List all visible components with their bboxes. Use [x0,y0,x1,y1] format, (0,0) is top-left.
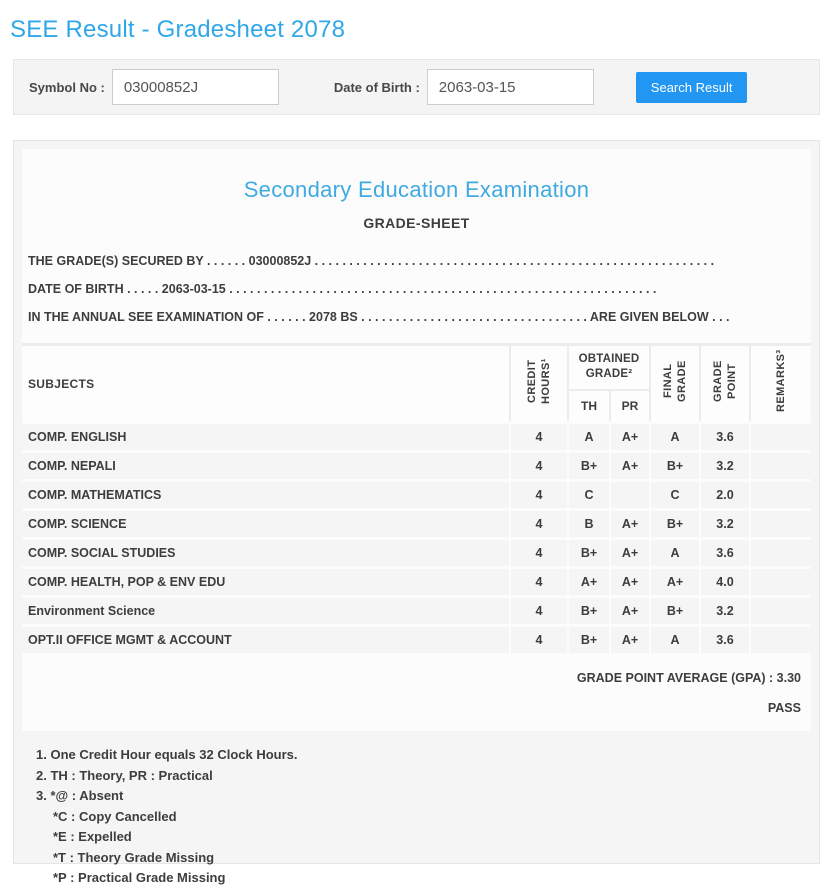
remarks-cell [749,508,811,537]
credit-hours-header-text: CREDIT HOURS¹ [525,358,552,404]
final-grade-cell: A [649,537,699,566]
credit-hours-header [509,343,567,421]
page-title: SEE Result - Gradesheet 2078 [10,16,346,43]
grade-point-cell: 3.6 [699,421,749,450]
dob-label: Date of Birth : [333,79,420,95]
table-row [22,566,811,595]
symbol-no-label: Symbol No : [29,79,105,95]
pr-grade-cell: A+ [609,450,649,479]
gradesheet-subheading: GRADE-SHEET [363,215,470,231]
th-grade-cell: B+ [567,537,609,566]
final-grade-cell: A+ [649,566,699,595]
subject-cell: COMP. SCIENCE [22,508,509,537]
final-grade-cell: C [649,479,699,508]
exam-heading: Secondary Education Examination [243,177,590,202]
remarks-cell [749,421,811,450]
remarks-cell [749,566,811,595]
table-row [22,624,811,653]
search-result-button[interactable]: Search Result [636,72,748,103]
gradesheet-panel [13,140,820,885]
footnote-item: 1. One Credit Hour equals 32 Clock Hours. [36,747,298,762]
th-grade-cell: B [567,508,609,537]
footnote-item: 3. *@ : Absent [36,788,124,803]
pr-grade-cell: A+ [609,537,649,566]
credit-hours-cell: 4 [509,595,567,624]
credit-hours-cell: 4 [509,566,567,595]
intro-lines [22,247,811,331]
remarks-header [749,343,811,421]
th-grade-cell: B+ [567,595,609,624]
pr-grade-cell [609,479,649,508]
grade-point-cell: 3.2 [699,450,749,479]
grade-point-cell: 2.0 [699,479,749,508]
table-row [22,450,811,479]
symbol-no-input[interactable] [112,69,279,105]
table-row [22,537,811,566]
remarks-cell [749,624,811,653]
table-row [22,508,811,537]
th-grade-cell: A+ [567,566,609,595]
pr-grade-cell: A+ [609,624,649,653]
grade-point-cell: 3.2 [699,508,749,537]
final-grade-header-text: FINAL GRADE [662,360,688,402]
pr-grade-cell: A+ [609,566,649,595]
grade-point-cell: 3.6 [699,624,749,653]
obtained-grade-header: OBTAINED GRADE² [567,343,649,391]
credit-hours-cell: 4 [509,624,567,653]
table-row [22,595,811,624]
secured-by-line: THE GRADE(S) SECURED BY . . . . . . 03000852J . . . . . . . . . . . . . . . . . . . . . . . . . . . . . . . . . . . . . . . . . . . . . . . . . . . . . . . . . . [28,254,715,268]
final-grade-header [649,343,699,421]
subject-cell: COMP. MATHEMATICS [22,479,509,508]
footnote-item: *E : Expelled [53,829,132,844]
th-grade-cell: B+ [567,624,609,653]
subject-cell: COMP. NEPALI [22,450,509,479]
remarks-header-text: REMARKS³ [775,349,787,413]
grades-table [22,343,811,653]
remarks-cell [749,450,811,479]
remarks-cell [749,595,811,624]
grade-point-cell: 4.0 [699,566,749,595]
subject-cell: Environment Science [22,595,509,624]
final-grade-cell: B+ [649,450,699,479]
pr-column-header: PR [609,391,649,421]
final-grade-cell: B+ [649,595,699,624]
search-form [13,59,820,115]
th-grade-cell: A [567,421,609,450]
table-row [22,479,811,508]
th-grade-cell: C [567,479,609,508]
result-status: PASS [767,701,801,715]
credit-hours-cell: 4 [509,479,567,508]
footnotes [22,731,811,889]
remarks-cell [749,537,811,566]
credit-hours-cell: 4 [509,537,567,566]
th-column-header: TH [567,391,609,421]
grade-point-cell: 3.6 [699,537,749,566]
th-grade-cell: B+ [567,450,609,479]
gradesheet-card [22,149,811,731]
final-grade-cell: B+ [649,508,699,537]
pr-grade-cell: A+ [609,421,649,450]
remarks-cell [749,479,811,508]
footnote-item: *T : Theory Grade Missing [53,849,215,865]
result-summary [22,671,811,715]
subjects-header: SUBJECTS [22,343,509,421]
pr-grade-cell: A+ [609,595,649,624]
grade-point-cell: 3.2 [699,595,749,624]
date-of-birth-line: DATE OF BIRTH . . . . . 2063-03-15 . . . . . . . . . . . . . . . . . . . . . . . . . . . . . . . . . . . . . . . . . . . . . . . . . . . . . . . . . . . . . . [28,282,657,296]
gpa-line: GRADE POINT AVERAGE (GPA) : 3.30 [576,671,801,685]
footnote-item: *C : Copy Cancelled [53,808,177,824]
table-row [22,421,811,450]
final-grade-cell: A [649,421,699,450]
footnote-item: *P : Practical Grade Missing [53,870,226,885]
subject-cell: COMP. HEALTH, POP & ENV EDU [22,566,509,595]
credit-hours-cell: 4 [509,450,567,479]
exam-year-line: IN THE ANNUAL SEE EXAMINATION OF . . . . . . 2078 BS . . . . . . . . . . . . . . . . . . . . . . . . . . . . . . . . . ARE GIVEN BELOW . . . [28,310,730,324]
pr-grade-cell: A+ [609,508,649,537]
subject-cell: COMP. ENGLISH [22,421,509,450]
final-grade-cell: A [649,624,699,653]
dob-input[interactable] [427,69,594,105]
grade-point-header-text: GRADE POINT [712,360,738,402]
credit-hours-cell: 4 [509,421,567,450]
footnote-item: 2. TH : Theory, PR : Practical [36,767,213,783]
subject-cell: COMP. SOCIAL STUDIES [22,537,509,566]
subject-cell: OPT.II OFFICE MGMT & ACCOUNT [22,624,509,653]
credit-hours-cell: 4 [509,508,567,537]
grade-point-header [699,343,749,421]
